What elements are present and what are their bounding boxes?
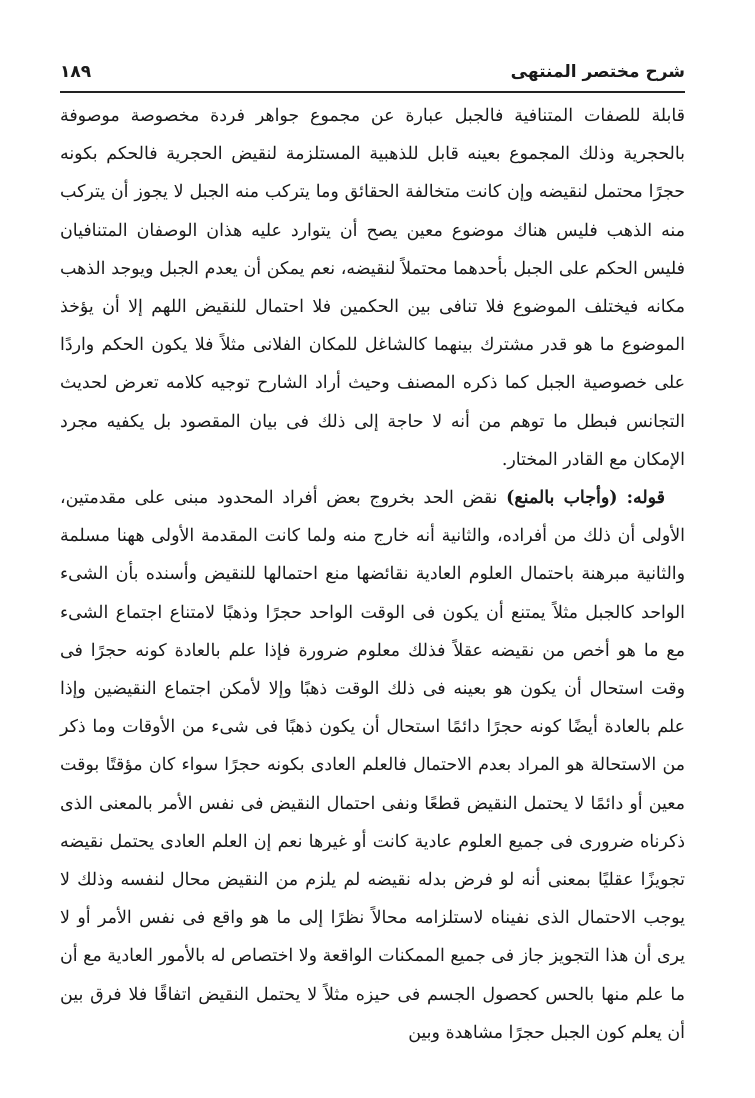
page-number: ١٨٩: [60, 62, 92, 82]
paragraph-2: [60, 479, 685, 1052]
paragraph-2-text: نقض الحد بخروج بعض أفراد المحدود مبنى على مقدمتين، الأولى أن ذلك من أفراده، والثانية أنه خارج منه ولما كانت المقدمة الأولى ههنا مسلمة والثانية مبرهنة باحتمال العلوم العادية نقائضها منع احتمالها للنقيض وأسنده بأن الشىء الواحد كالجبل مثلاً يمتنع أن يكون فى الوقت الواحد حجرًا وذهبًا لامتناع اجتماع الشىء مع ما هو أخص من نقيضه عقلاً فذلك معلوم ضرورة فإذا علم بالعادة كونه حجرًا فى وقت استحال أن يكون هو بعينه فى ذلك الوقت ذهبًا وإلا لأمكن اجتماع النقيضين وإذا علم بالعادة أيضًا كونه حجرًا دائمًا استحال أن يكون ذهبًا فى شىء من الأوقات وما ذكر من الاستحالة هو المراد بعدم الاحتمال فالعلم العادى بكونه حجرًا سواء كان مؤقتًا بوقت معين أو دائمًا لا يحتمل النقيض قطعًا ونفى احتمال النقيض فى نفس الأمر بالمعنى الذى ذكرناه ضرورى فى جميع العلوم عادية كانت أو غيرها نعم إن العلم العادى يحتمل نقيضه تجويزًا عقليًا بمعنى أنه لو فرض بدله نقيضه لم يلزم من النقيض محال لنفسه وذلك لا يوجب الاحتمال الذى نفيناه لاستلزامه محالاً نظرًا إلى ما هو واقع فى نفس الأمر أو لا يرى أن هذا التجويز جاز فى جميع الممكنات الواقعة ولا اختصاص له بالأمور العادية مع أن ما علم منها بالحس كحصول الجسم فى حيزه مثلاً لا يحتمل النقيض اتفاقًا فلا فرق بين أن يعلم كون الجبل حجرًا مشاهدة وبين: [60, 488, 686, 1043]
body-text: [60, 97, 685, 1052]
paragraph-1-text: قابلة للصفات المتنافية فالجبل عبارة عن مجموع جواهر فردة مخصوصة موصوفة بالحجرية وذلك المجموع بعينه قابل للذهبية المستلزمة لنقيض الحجرية فالحكم بكونه حجرًا محتمل لنقيضه وإن كانت متخالفة الحقائق وما يتركب منه الجبل لا يجوز أن يتركب منه الذهب فليس هناك موضوع معين يصح أن يتوارد عليه هذان الوصفان المتنافيان فليس الحكم على الجبل بأحدهما محتملاً لنقيضه، نعم يمكن أن يعدم الجبل ويوجد الذهب مكانه فيختلف الموضوع فلا تنافى بين الحكمين فلا احتمال للنقيض اللهم إلا أن يؤخذ الموضوع ما هو قدر مشترك بينهما كالشاغل للمكان الفلانى مثلاً فلا يكون الحكم واردًا على خصوصية الجبل كما ذكره المصنف وحيث أراد الشارح توجيه كلامه تعرض لحديث التجانس فبطل ما توهم من أنه لا حاجة إلى ذلك فى بيان المقصود بل يكفيه مجرد الإمكان مع القادر المختار.: [60, 106, 685, 470]
paragraph-2-lead: قوله: (وأجاب بالمنع): [506, 488, 665, 509]
header-title: شرح مختصر المنتهى: [510, 62, 685, 82]
header-divider: [60, 91, 685, 93]
paragraph-1: [60, 97, 685, 479]
running-header: [60, 58, 685, 92]
